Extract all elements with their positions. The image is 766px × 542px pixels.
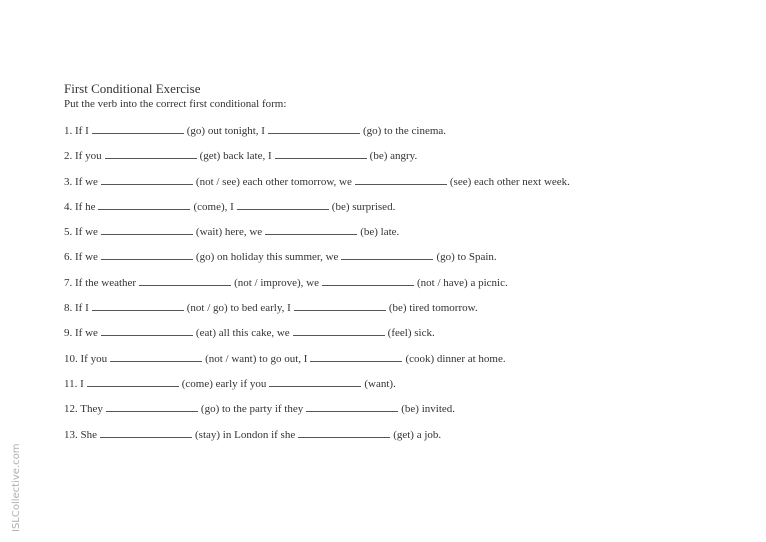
- exercise-start-text: 11. I: [64, 377, 84, 390]
- exercise-end-text: (see) each other next week.: [449, 175, 570, 188]
- answer-blank-1[interactable]: [106, 401, 198, 412]
- exercise-item: [64, 224, 744, 249]
- exercise-middle-text: (go) on holiday this summer, we: [195, 251, 339, 264]
- exercise-start-text: 7. If the weather: [64, 276, 137, 289]
- exercise-item: [64, 401, 744, 426]
- answer-blank-2[interactable]: [294, 300, 386, 311]
- exercise-end-text: (not / have) a picnic.: [417, 276, 508, 289]
- answer-blank-1[interactable]: [101, 224, 193, 235]
- exercise-item: [64, 174, 744, 199]
- exercise-middle-text: (not / go) to bed early, I: [186, 302, 291, 315]
- exercise-item: [64, 427, 744, 452]
- exercise-item: [64, 123, 744, 148]
- exercise-end-text: (get) a job.: [393, 428, 442, 441]
- answer-blank-2[interactable]: [306, 401, 398, 412]
- answer-blank-2[interactable]: [268, 123, 360, 134]
- exercise-start-text: 5. If we: [64, 226, 98, 239]
- answer-blank-2[interactable]: [265, 224, 357, 235]
- exercise-middle-text: (stay) in London if she: [195, 428, 296, 441]
- exercise-end-text: (be) late.: [360, 226, 400, 239]
- answer-blank-1[interactable]: [98, 199, 190, 210]
- answer-blank-1[interactable]: [101, 174, 193, 185]
- answer-blank-2[interactable]: [355, 174, 447, 185]
- answer-blank-2[interactable]: [269, 376, 361, 387]
- exercise-item: [64, 249, 744, 274]
- exercise-start-text: 2. If you: [64, 150, 102, 163]
- exercise-item: [64, 351, 744, 376]
- exercise-middle-text: (come), I: [193, 200, 234, 213]
- answer-blank-1[interactable]: [105, 148, 197, 159]
- exercise-middle-text: (not / improve), we: [234, 276, 320, 289]
- exercise-start-text: 9. If we: [64, 327, 98, 340]
- exercise-middle-text: (go) out tonight, I: [186, 125, 265, 137]
- exercise-list: [64, 123, 744, 452]
- answer-blank-1[interactable]: [92, 123, 184, 134]
- answer-blank-2[interactable]: [275, 148, 367, 159]
- answer-blank-2[interactable]: [310, 351, 402, 362]
- worksheet-content: [64, 81, 744, 452]
- answer-blank-1[interactable]: [139, 275, 231, 286]
- exercise-item: [64, 300, 744, 325]
- exercise-start-text: 3. If we: [64, 175, 98, 188]
- watermark: [10, 438, 24, 532]
- answer-blank-1[interactable]: [101, 249, 193, 260]
- exercise-end-text: (want).: [364, 377, 396, 390]
- answer-blank-2[interactable]: [322, 275, 414, 286]
- exercise-end-text: (be) surprised.: [331, 200, 396, 213]
- exercise-end-text: (be) invited.: [401, 403, 456, 416]
- worksheet-title: First Conditional Exercise: [64, 81, 201, 96]
- answer-blank-2[interactable]: [237, 199, 329, 210]
- exercise-item: [64, 325, 744, 350]
- answer-blank-1[interactable]: [92, 300, 184, 311]
- exercise-start-text: 13. She: [64, 428, 97, 441]
- answer-blank-1[interactable]: [110, 351, 202, 362]
- exercise-start-text: 6. If we: [64, 251, 98, 264]
- exercise-middle-text: (wait) here, we: [195, 226, 263, 239]
- exercise-end-text: (be) tired tomorrow.: [388, 302, 478, 315]
- answer-blank-2[interactable]: [341, 249, 433, 260]
- exercise-middle-text: (not / see) each other tomorrow, we: [195, 175, 352, 188]
- exercise-item: [64, 148, 744, 173]
- answer-blank-2[interactable]: [298, 427, 390, 438]
- answer-blank-1[interactable]: [101, 325, 193, 336]
- exercise-start-text: 1. If I: [64, 125, 89, 137]
- exercise-item: [64, 376, 744, 401]
- exercise-end-text: (go) to Spain.: [436, 251, 497, 264]
- exercise-end-text: (cook) dinner at home.: [405, 352, 506, 365]
- exercise-end-text: (go) to the cinema.: [362, 125, 447, 137]
- worksheet-instructions: Put the verb into the correct first conditional form:: [64, 98, 287, 110]
- answer-blank-1[interactable]: [100, 427, 192, 438]
- exercise-start-text: 10. If you: [64, 352, 108, 365]
- exercise-middle-text: (eat) all this cake, we: [195, 327, 290, 340]
- exercise-middle-text: (come) early if you: [181, 377, 267, 390]
- exercise-item: [64, 199, 744, 224]
- exercise-end-text: (feel) sick.: [387, 327, 435, 340]
- answer-blank-1[interactable]: [87, 376, 179, 387]
- answer-blank-2[interactable]: [293, 325, 385, 336]
- exercise-middle-text: (not / want) to go out, I: [205, 352, 308, 365]
- exercise-start-text: 12. They: [64, 403, 103, 416]
- exercise-item: [64, 275, 744, 300]
- exercise-start-text: 8. If I: [64, 302, 89, 315]
- watermark-text: ISLCollective.com: [11, 443, 22, 532]
- exercise-end-text: (be) angry.: [369, 150, 418, 163]
- exercise-middle-text: (go) to the party if they: [200, 403, 304, 416]
- exercise-start-text: 4. If he: [64, 200, 96, 213]
- exercise-middle-text: (get) back late, I: [199, 150, 272, 163]
